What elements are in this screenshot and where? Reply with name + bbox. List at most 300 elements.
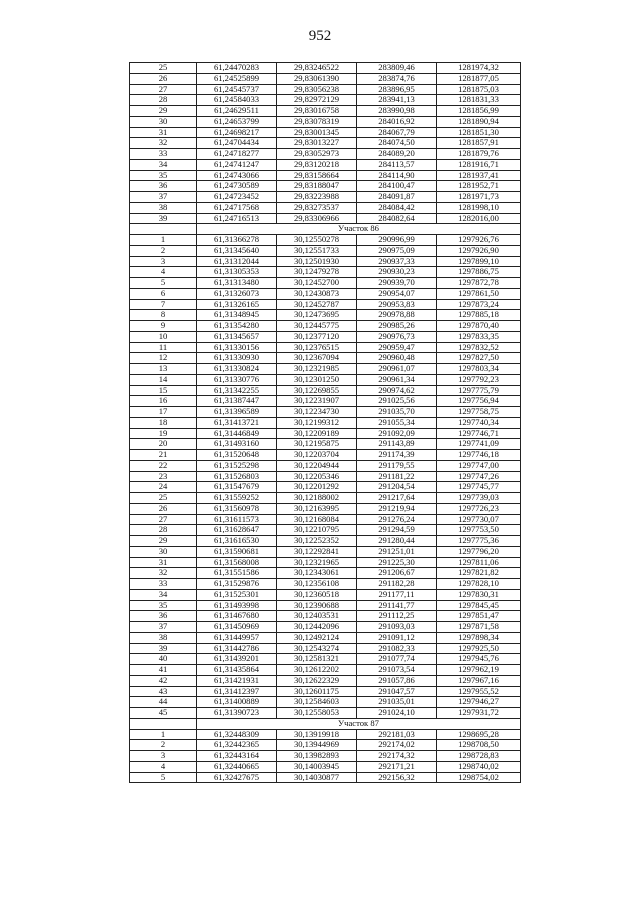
x-coordinate-cell: 290996,99 <box>357 235 437 246</box>
x-coordinate-cell: 290974,62 <box>357 385 437 396</box>
x-coordinate-cell: 284074,50 <box>357 138 437 149</box>
latitude-cell: 61,31400889 <box>197 697 277 708</box>
point-number-cell: 44 <box>130 697 197 708</box>
latitude-cell: 61,31348945 <box>197 310 277 321</box>
point-number-cell: 23 <box>130 471 197 482</box>
point-number-cell: 29 <box>130 106 197 117</box>
table-row <box>130 138 521 149</box>
latitude-cell: 61,31305353 <box>197 267 277 278</box>
latitude-cell: 61,31312044 <box>197 256 277 267</box>
x-coordinate-cell: 284091,87 <box>357 192 437 203</box>
table-row <box>130 643 521 654</box>
y-coordinate-cell: 1297832,52 <box>437 342 521 353</box>
table-row <box>130 546 521 557</box>
latitude-cell: 61,31342255 <box>197 385 277 396</box>
y-coordinate-cell: 1281831,33 <box>437 95 521 106</box>
table-row <box>130 342 521 353</box>
point-number-cell: 13 <box>130 364 197 375</box>
x-coordinate-cell: 284089,20 <box>357 149 437 160</box>
longitude-cell: 30,12445775 <box>277 321 357 332</box>
x-coordinate-cell: 290976,73 <box>357 331 437 342</box>
point-number-cell: 19 <box>130 428 197 439</box>
table-row <box>130 729 521 740</box>
y-coordinate-cell: 1297746,18 <box>437 450 521 461</box>
longitude-cell: 30,12321985 <box>277 364 357 375</box>
table-row <box>130 772 521 783</box>
x-coordinate-cell: 283809,46 <box>357 63 437 74</box>
longitude-cell: 30,12501930 <box>277 256 357 267</box>
x-coordinate-cell: 291217,64 <box>357 493 437 504</box>
latitude-cell: 61,24698217 <box>197 127 277 138</box>
y-coordinate-cell: 1297775,79 <box>437 385 521 396</box>
point-number-cell: 7 <box>130 299 197 310</box>
y-coordinate-cell: 1281952,71 <box>437 181 521 192</box>
latitude-cell: 61,31529876 <box>197 579 277 590</box>
section-empty-cell <box>130 224 197 235</box>
latitude-cell: 61,31547679 <box>197 482 277 493</box>
point-number-cell: 5 <box>130 772 197 783</box>
point-number-cell: 26 <box>130 503 197 514</box>
longitude-cell: 30,12452787 <box>277 299 357 310</box>
point-number-cell: 15 <box>130 385 197 396</box>
x-coordinate-cell: 284067,79 <box>357 127 437 138</box>
x-coordinate-cell: 290978,88 <box>357 310 437 321</box>
longitude-cell: 30,12612202 <box>277 665 357 676</box>
point-number-cell: 8 <box>130 310 197 321</box>
table-row <box>130 611 521 622</box>
point-number-cell: 26 <box>130 73 197 84</box>
table-row <box>130 665 521 676</box>
x-coordinate-cell: 291093,03 <box>357 622 437 633</box>
longitude-cell: 29,83056238 <box>277 84 357 95</box>
table-row <box>130 579 521 590</box>
y-coordinate-cell: 1297873,24 <box>437 299 521 310</box>
table-row <box>130 697 521 708</box>
latitude-cell: 61,31526803 <box>197 471 277 482</box>
x-coordinate-cell: 284114,90 <box>357 170 437 181</box>
table-row <box>130 73 521 84</box>
longitude-cell: 30,12558053 <box>277 708 357 719</box>
x-coordinate-cell: 291073,54 <box>357 665 437 676</box>
point-number-cell: 25 <box>130 63 197 74</box>
longitude-cell: 30,12301250 <box>277 374 357 385</box>
x-coordinate-cell: 291092,09 <box>357 428 437 439</box>
x-coordinate-cell: 290930,23 <box>357 267 437 278</box>
y-coordinate-cell: 1298695,28 <box>437 729 521 740</box>
y-coordinate-cell: 1297747,00 <box>437 460 521 471</box>
x-coordinate-cell: 291047,57 <box>357 686 437 697</box>
x-coordinate-cell: 291206,67 <box>357 568 437 579</box>
longitude-cell: 29,83013227 <box>277 138 357 149</box>
longitude-cell: 30,12550278 <box>277 235 357 246</box>
y-coordinate-cell: 1297833,35 <box>437 331 521 342</box>
point-number-cell: 25 <box>130 493 197 504</box>
longitude-cell: 30,12252352 <box>277 536 357 547</box>
table-row <box>130 106 521 117</box>
y-coordinate-cell: 1297775,36 <box>437 536 521 547</box>
y-coordinate-cell: 1297726,23 <box>437 503 521 514</box>
table-row <box>130 396 521 407</box>
y-coordinate-cell: 1281998,10 <box>437 202 521 213</box>
table-row <box>130 256 521 267</box>
point-number-cell: 21 <box>130 450 197 461</box>
point-number-cell: 1 <box>130 235 197 246</box>
longitude-cell: 30,12376515 <box>277 342 357 353</box>
latitude-cell: 61,31435864 <box>197 665 277 676</box>
longitude-cell: 30,12205346 <box>277 471 357 482</box>
point-number-cell: 28 <box>130 95 197 106</box>
y-coordinate-cell: 1297739,03 <box>437 493 521 504</box>
x-coordinate-cell: 292174,32 <box>357 751 437 762</box>
longitude-cell: 30,12231907 <box>277 396 357 407</box>
table-row <box>130 654 521 665</box>
y-coordinate-cell: 1297851,47 <box>437 611 521 622</box>
y-coordinate-cell: 1297830,31 <box>437 589 521 600</box>
y-coordinate-cell: 1298740,02 <box>437 761 521 772</box>
table-row <box>130 503 521 514</box>
latitude-cell: 61,31568008 <box>197 557 277 568</box>
latitude-cell: 61,31412397 <box>197 686 277 697</box>
longitude-cell: 30,13919918 <box>277 729 357 740</box>
point-number-cell: 9 <box>130 321 197 332</box>
table-row <box>130 245 521 256</box>
point-number-cell: 5 <box>130 278 197 289</box>
y-coordinate-cell: 1297740,34 <box>437 417 521 428</box>
x-coordinate-cell: 291179,55 <box>357 460 437 471</box>
page-number: 952 <box>308 28 332 44</box>
point-number-cell: 36 <box>130 181 197 192</box>
table-row <box>130 525 521 536</box>
x-coordinate-cell: 283941,13 <box>357 95 437 106</box>
point-number-cell: 22 <box>130 460 197 471</box>
y-coordinate-cell: 1281971,73 <box>437 192 521 203</box>
x-coordinate-cell: 291181,22 <box>357 471 437 482</box>
longitude-cell: 30,12543274 <box>277 643 357 654</box>
x-coordinate-cell: 284082,64 <box>357 213 437 224</box>
longitude-cell: 30,12269855 <box>277 385 357 396</box>
table-row <box>130 299 521 310</box>
table-row <box>130 235 521 246</box>
longitude-cell: 30,12581321 <box>277 654 357 665</box>
longitude-cell: 30,12367094 <box>277 353 357 364</box>
point-number-cell: 3 <box>130 256 197 267</box>
point-number-cell: 20 <box>130 439 197 450</box>
latitude-cell: 61,31366278 <box>197 235 277 246</box>
latitude-cell: 61,24629511 <box>197 106 277 117</box>
y-coordinate-cell: 1297925,50 <box>437 643 521 654</box>
y-coordinate-cell: 1297945,76 <box>437 654 521 665</box>
y-coordinate-cell: 1297803,34 <box>437 364 521 375</box>
section-header-row <box>130 224 521 235</box>
y-coordinate-cell: 1297886,75 <box>437 267 521 278</box>
longitude-cell: 30,12321965 <box>277 557 357 568</box>
point-number-cell: 35 <box>130 170 197 181</box>
table-row <box>130 364 521 375</box>
x-coordinate-cell: 290937,33 <box>357 256 437 267</box>
latitude-cell: 61,31345640 <box>197 245 277 256</box>
latitude-cell: 61,24545737 <box>197 84 277 95</box>
x-coordinate-cell: 291174,39 <box>357 450 437 461</box>
latitude-cell: 61,31493160 <box>197 439 277 450</box>
longitude-cell: 29,83246522 <box>277 63 357 74</box>
longitude-cell: 30,12403531 <box>277 611 357 622</box>
table-row <box>130 557 521 568</box>
latitude-cell: 61,31421931 <box>197 675 277 686</box>
x-coordinate-cell: 292156,32 <box>357 772 437 783</box>
section-title: Участок 86 <box>197 224 521 235</box>
x-coordinate-cell: 290953,83 <box>357 299 437 310</box>
longitude-cell: 29,83016758 <box>277 106 357 117</box>
longitude-cell: 30,12492124 <box>277 632 357 643</box>
longitude-cell: 30,12377120 <box>277 331 357 342</box>
longitude-cell: 30,14030877 <box>277 772 357 783</box>
table-row <box>130 331 521 342</box>
longitude-cell: 30,12204944 <box>277 460 357 471</box>
longitude-cell: 29,83273537 <box>277 202 357 213</box>
y-coordinate-cell: 1297792,23 <box>437 374 521 385</box>
y-coordinate-cell: 1297753,50 <box>437 525 521 536</box>
longitude-cell: 29,83223988 <box>277 192 357 203</box>
x-coordinate-cell: 290954,07 <box>357 288 437 299</box>
longitude-cell: 30,12430873 <box>277 288 357 299</box>
latitude-cell: 61,31628647 <box>197 525 277 536</box>
longitude-cell: 30,12390688 <box>277 600 357 611</box>
table-row <box>130 460 521 471</box>
latitude-cell: 61,32448309 <box>197 729 277 740</box>
table-row <box>130 159 521 170</box>
point-number-cell: 29 <box>130 536 197 547</box>
latitude-cell: 61,31354280 <box>197 321 277 332</box>
point-number-cell: 30 <box>130 546 197 557</box>
latitude-cell: 61,32440665 <box>197 761 277 772</box>
longitude-cell: 30,12584603 <box>277 697 357 708</box>
point-number-cell: 41 <box>130 665 197 676</box>
x-coordinate-cell: 291251,01 <box>357 546 437 557</box>
longitude-cell: 30,12199312 <box>277 417 357 428</box>
table-row <box>130 63 521 74</box>
table-row <box>130 761 521 772</box>
x-coordinate-cell: 284016,92 <box>357 116 437 127</box>
table-row <box>130 192 521 203</box>
x-coordinate-cell: 291112,25 <box>357 611 437 622</box>
longitude-cell: 30,12203704 <box>277 450 357 461</box>
longitude-cell: 30,13982893 <box>277 751 357 762</box>
point-number-cell: 17 <box>130 407 197 418</box>
table-row <box>130 450 521 461</box>
latitude-cell: 61,31551586 <box>197 568 277 579</box>
table-row <box>130 514 521 525</box>
table-row <box>130 428 521 439</box>
table-row <box>130 127 521 138</box>
latitude-cell: 61,31520648 <box>197 450 277 461</box>
y-coordinate-cell: 1297821,82 <box>437 568 521 579</box>
latitude-cell: 61,31560978 <box>197 503 277 514</box>
table-row <box>130 622 521 633</box>
y-coordinate-cell: 1297827,50 <box>437 353 521 364</box>
y-coordinate-cell: 1297946,27 <box>437 697 521 708</box>
point-number-cell: 31 <box>130 127 197 138</box>
table-row <box>130 213 521 224</box>
point-number-cell: 34 <box>130 159 197 170</box>
table-row <box>130 116 521 127</box>
latitude-cell: 61,24743066 <box>197 170 277 181</box>
longitude-cell: 30,12210795 <box>277 525 357 536</box>
y-coordinate-cell: 1297861,50 <box>437 288 521 299</box>
latitude-cell: 61,31525301 <box>197 589 277 600</box>
x-coordinate-cell: 291141,77 <box>357 600 437 611</box>
latitude-cell: 61,31467680 <box>197 611 277 622</box>
point-number-cell: 39 <box>130 213 197 224</box>
table-row <box>130 288 521 299</box>
latitude-cell: 61,31559252 <box>197 493 277 504</box>
table-row <box>130 95 521 106</box>
table-row <box>130 568 521 579</box>
y-coordinate-cell: 1298754,02 <box>437 772 521 783</box>
point-number-cell: 1 <box>130 729 197 740</box>
latitude-cell: 61,31449957 <box>197 632 277 643</box>
latitude-cell: 61,31413721 <box>197 417 277 428</box>
point-number-cell: 30 <box>130 116 197 127</box>
coordinates-table <box>129 62 521 783</box>
point-number-cell: 33 <box>130 579 197 590</box>
longitude-cell: 29,82972129 <box>277 95 357 106</box>
y-coordinate-cell: 1297746,71 <box>437 428 521 439</box>
y-coordinate-cell: 1297899,10 <box>437 256 521 267</box>
x-coordinate-cell: 290961,07 <box>357 364 437 375</box>
table-row <box>130 310 521 321</box>
latitude-cell: 61,31442786 <box>197 643 277 654</box>
latitude-cell: 61,24704434 <box>197 138 277 149</box>
point-number-cell: 4 <box>130 761 197 772</box>
longitude-cell: 30,12601175 <box>277 686 357 697</box>
latitude-cell: 61,31326165 <box>197 299 277 310</box>
longitude-cell: 30,12473695 <box>277 310 357 321</box>
latitude-cell: 61,31446849 <box>197 428 277 439</box>
x-coordinate-cell: 284100,47 <box>357 181 437 192</box>
x-coordinate-cell: 291035,70 <box>357 407 437 418</box>
latitude-cell: 61,24741247 <box>197 159 277 170</box>
latitude-cell: 61,24584033 <box>197 95 277 106</box>
latitude-cell: 61,24716513 <box>197 213 277 224</box>
point-number-cell: 38 <box>130 202 197 213</box>
x-coordinate-cell: 283990,98 <box>357 106 437 117</box>
latitude-cell: 61,31390723 <box>197 708 277 719</box>
y-coordinate-cell: 1297926,90 <box>437 245 521 256</box>
latitude-cell: 61,31387447 <box>197 396 277 407</box>
longitude-cell: 29,83306966 <box>277 213 357 224</box>
point-number-cell: 36 <box>130 611 197 622</box>
point-number-cell: 11 <box>130 342 197 353</box>
longitude-cell: 30,12442096 <box>277 622 357 633</box>
x-coordinate-cell: 291177,11 <box>357 589 437 600</box>
longitude-cell: 29,83188047 <box>277 181 357 192</box>
table-row <box>130 482 521 493</box>
point-number-cell: 42 <box>130 675 197 686</box>
x-coordinate-cell: 291077,74 <box>357 654 437 665</box>
table-row <box>130 751 521 762</box>
latitude-cell: 61,31493998 <box>197 600 277 611</box>
x-coordinate-cell: 291025,56 <box>357 396 437 407</box>
section-header-row <box>130 718 521 729</box>
table-row <box>130 407 521 418</box>
longitude-cell: 30,12343061 <box>277 568 357 579</box>
table-row <box>130 740 521 751</box>
latitude-cell: 61,31326073 <box>197 288 277 299</box>
x-coordinate-cell: 291294,59 <box>357 525 437 536</box>
table-row <box>130 321 521 332</box>
longitude-cell: 29,83158664 <box>277 170 357 181</box>
longitude-cell: 30,12234730 <box>277 407 357 418</box>
point-number-cell: 39 <box>130 643 197 654</box>
latitude-cell: 61,31396589 <box>197 407 277 418</box>
x-coordinate-cell: 284084,42 <box>357 202 437 213</box>
table-row <box>130 181 521 192</box>
y-coordinate-cell: 1281890,94 <box>437 116 521 127</box>
longitude-cell: 29,83078319 <box>277 116 357 127</box>
table-row <box>130 536 521 547</box>
x-coordinate-cell: 284113,57 <box>357 159 437 170</box>
y-coordinate-cell: 1297967,16 <box>437 675 521 686</box>
y-coordinate-cell: 1297962,19 <box>437 665 521 676</box>
point-number-cell: 12 <box>130 353 197 364</box>
point-number-cell: 18 <box>130 417 197 428</box>
x-coordinate-cell: 291024,10 <box>357 708 437 719</box>
table-row <box>130 278 521 289</box>
latitude-cell: 61,32427675 <box>197 772 277 783</box>
point-number-cell: 4 <box>130 267 197 278</box>
table-row <box>130 471 521 482</box>
latitude-cell: 61,24718277 <box>197 149 277 160</box>
y-coordinate-cell: 1281916,71 <box>437 159 521 170</box>
table-row <box>130 353 521 364</box>
point-number-cell: 37 <box>130 192 197 203</box>
x-coordinate-cell: 292174,02 <box>357 740 437 751</box>
point-number-cell: 28 <box>130 525 197 536</box>
point-number-cell: 32 <box>130 568 197 579</box>
point-number-cell: 35 <box>130 600 197 611</box>
longitude-cell: 30,12360518 <box>277 589 357 600</box>
longitude-cell: 30,12188002 <box>277 493 357 504</box>
y-coordinate-cell: 1297758,75 <box>437 407 521 418</box>
y-coordinate-cell: 1297931,72 <box>437 708 521 719</box>
y-coordinate-cell: 1297796,20 <box>437 546 521 557</box>
y-coordinate-cell: 1297871,58 <box>437 622 521 633</box>
latitude-cell: 61,31450969 <box>197 622 277 633</box>
x-coordinate-cell: 290975,09 <box>357 245 437 256</box>
latitude-cell: 61,24730589 <box>197 181 277 192</box>
longitude-cell: 30,12163995 <box>277 503 357 514</box>
latitude-cell: 61,31590681 <box>197 546 277 557</box>
point-number-cell: 37 <box>130 622 197 633</box>
y-coordinate-cell: 1298728,83 <box>437 751 521 762</box>
point-number-cell: 43 <box>130 686 197 697</box>
table-row <box>130 374 521 385</box>
table-row <box>130 170 521 181</box>
y-coordinate-cell: 1297747,26 <box>437 471 521 482</box>
x-coordinate-cell: 292181,03 <box>357 729 437 740</box>
latitude-cell: 61,31439201 <box>197 654 277 665</box>
x-coordinate-cell: 290960,48 <box>357 353 437 364</box>
longitude-cell: 29,83120218 <box>277 159 357 170</box>
longitude-cell: 30,12479278 <box>277 267 357 278</box>
longitude-cell: 29,83061390 <box>277 73 357 84</box>
x-coordinate-cell: 291082,33 <box>357 643 437 654</box>
latitude-cell: 61,31525298 <box>197 460 277 471</box>
latitude-cell: 61,24653799 <box>197 116 277 127</box>
y-coordinate-cell: 1297872,78 <box>437 278 521 289</box>
latitude-cell: 61,31330930 <box>197 353 277 364</box>
y-coordinate-cell: 1297870,40 <box>437 321 521 332</box>
